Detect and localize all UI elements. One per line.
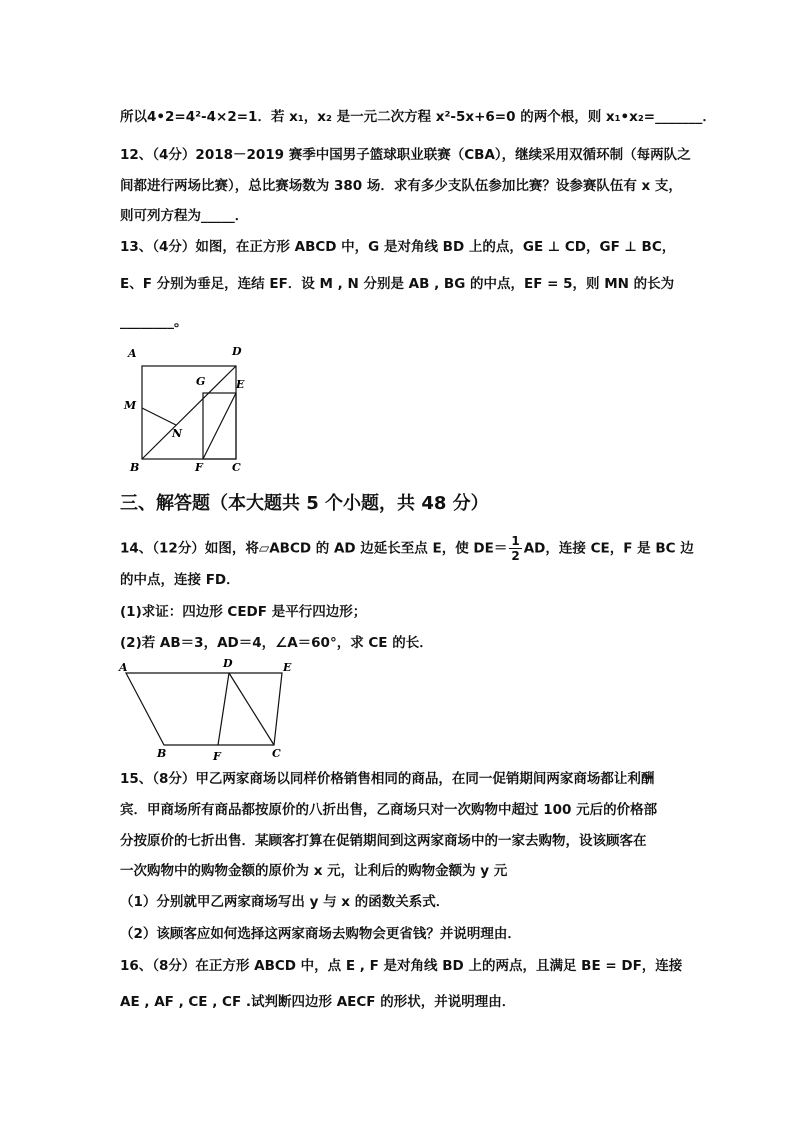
line-q11-end: 所以4•2=4²-4×2=1．若 x₁，x₂ 是一元二次方程 x²-5x+6=0 的两个根，则 x₁•x₂=_______． <box>120 109 716 125</box>
q14-line-1-pre: 14、（12分）如图，将▱ABCD 的 AD 边延长至点 E，使 DE＝ <box>120 540 508 557</box>
segment-df <box>218 673 229 745</box>
fraction-half <box>509 534 521 563</box>
q14-line-4: (2)若 AB＝3，AD＝4，∠A＝60°，求 CE 的长． <box>120 635 433 651</box>
segment-mn <box>142 408 176 425</box>
q12-line-2: 间都进行两场比赛），总比赛场数为 380 场．求有多少支队伍参加比赛？设参赛队伍有 x 支， <box>120 178 682 194</box>
label-b: B <box>130 461 140 474</box>
diagonal-bd <box>142 366 236 459</box>
q12-line-3: 则可列方程为_____． <box>120 208 249 224</box>
q15-line-4: 一次购物中的购物金额的原价为 x 元，让利后的购物金额为 y 元 <box>120 863 508 879</box>
fraction-numerator: 1 <box>511 534 520 548</box>
q15-line-1: 15、（8分）甲乙两家商场以同样价格销售相同的商品，在同一促销期间两家商场都让利酬 <box>120 771 655 787</box>
q13-line-1: 13、（4分）如图，在正方形 ABCD 中，G 是对角线 BD 上的点，GE ⊥ CD，GF ⊥ BC， <box>120 239 676 255</box>
q12-line-1: 12、（4分）2018－2019 赛季中国男子篮球职业联赛（CBA），继续采用双循环制（每两队之 <box>120 147 691 163</box>
segment-ef <box>203 393 236 459</box>
label-a: A <box>128 347 137 360</box>
label-b: B <box>157 747 167 760</box>
q14-line-1-post: AD，连接 CE，F 是 BC 边 <box>523 540 694 557</box>
label-f: F <box>213 750 221 763</box>
q14-line-3: (1)求证：四边形 CEDF 是平行四边形； <box>120 604 367 620</box>
label-e: E <box>236 378 245 391</box>
q14-line-1 <box>120 534 694 563</box>
q13-figure <box>118 343 258 478</box>
label-c: C <box>272 747 281 760</box>
q15-line-3: 分按原价的七折出售．某顾客打算在促销期间到这两家商场中的一家去购物，设该顾客在 <box>120 833 647 849</box>
q16-line-2: AE , AF , CE , CF .试判断四边形 AECF 的形状，并说明理由． <box>120 994 516 1010</box>
q15-line-2: 宾．甲商场所有商品都按原价的八折出售，乙商场只对一次购物中超过 100 元后的价格部 <box>120 802 658 818</box>
q15-line-6: （2）该顾客应如何选择这两家商场去购物会更省钱？并说明理由． <box>120 926 521 942</box>
label-c: C <box>232 461 241 474</box>
label-m: M <box>124 399 137 412</box>
q14-line-2: 的中点，连接 FD． <box>120 572 240 588</box>
q13-line-3: ________。 <box>120 314 188 330</box>
label-d: D <box>232 345 242 358</box>
q13-line-2: E、F 分别为垂足，连结 EF．设 M , N 分别是 AB , BG 的中点，EF = 5，则 MN 的长为 <box>120 276 675 292</box>
q14-figure <box>115 655 305 765</box>
section-3-heading: 三、解答题（本大题共 5 个小题，共 48 分） <box>120 493 489 514</box>
label-d: D <box>223 657 233 670</box>
label-a: A <box>119 661 128 674</box>
label-n: N <box>172 427 183 440</box>
parallelogram-abcd-extended <box>126 673 282 745</box>
label-e: E <box>283 661 292 674</box>
q15-line-5: （1）分别就甲乙两家商场写出 y 与 x 的函数关系式． <box>120 894 450 910</box>
fraction-denominator: 2 <box>511 549 520 563</box>
label-f: F <box>195 461 203 474</box>
q16-line-1: 16、（8分）在正方形 ABCD 中，点 E , F 是对角线 BD 上的两点，且满足 BE = DF，连接 <box>120 958 683 974</box>
label-g: G <box>196 375 206 388</box>
segment-dc <box>229 673 274 745</box>
